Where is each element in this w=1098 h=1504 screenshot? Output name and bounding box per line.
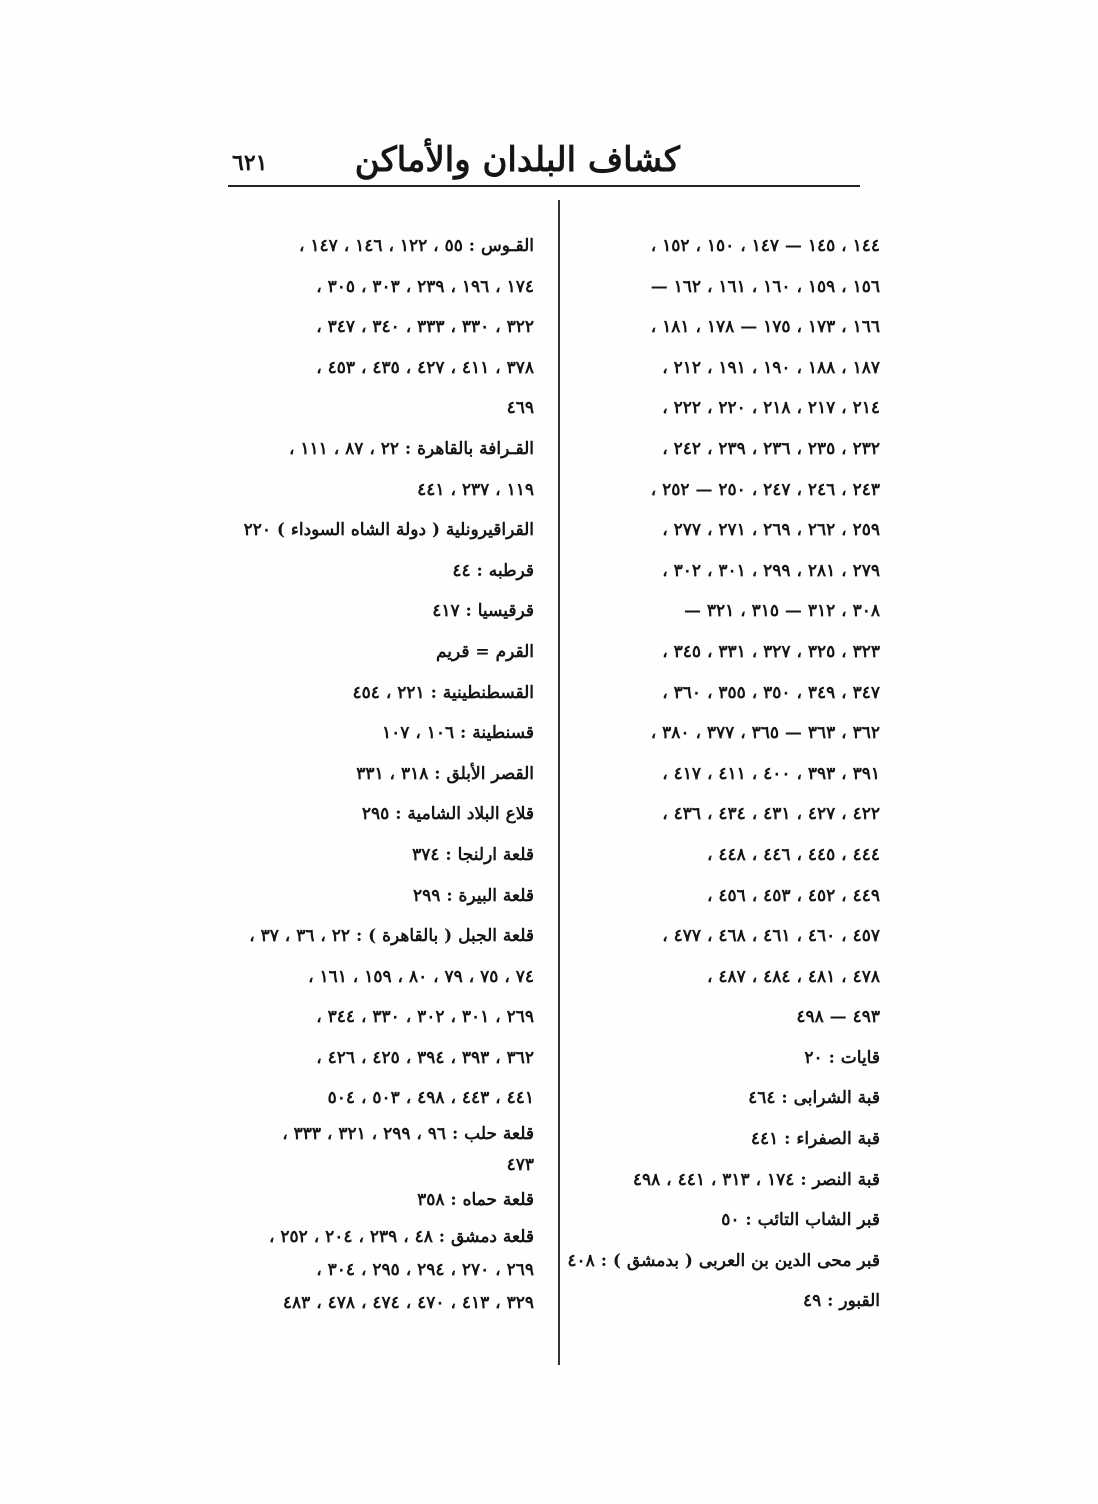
- index-line: ٤٩٣ — ٤٩٨: [796, 1007, 880, 1028]
- index-line: ٤٢٢ ، ٤٢٧ ، ٤٣١ ، ٤٣٤ ، ٤٣٦ ،: [662, 804, 880, 825]
- index-line: ٣٠٨ ، ٣١٢ — ٣١٥ ، ٣٢١ —: [683, 601, 880, 622]
- index-line: ٣٢٩ ، ٤١٣ ، ٤٧٠ ، ٤٧٤ ، ٤٧٨ ، ٤٨٣: [282, 1292, 534, 1313]
- index-entry: القرم = قريم: [435, 641, 534, 662]
- index-entry: قبر الشاب التائب : ٥٠: [721, 1210, 880, 1231]
- right-column: [567, 226, 880, 1322]
- index-entry: القـوس : ٥٥ ، ١٢٢ ، ١٤٦ ، ١٤٧ ،: [298, 236, 534, 256]
- index-line: ١٨٧ ، ١٨٨ ، ١٩٠ ، ١٩١ ، ٢١٢ ،: [662, 357, 880, 378]
- index-line: ٤٥٧ ، ٤٦٠ ، ٤٦١ ، ٤٦٨ ، ٤٧٧ ،: [662, 926, 880, 947]
- index-entry: القسطنطينية : ٢٢١ ، ٤٥٤: [352, 682, 534, 703]
- index-entry: قرقيسيا : ٤١٧: [432, 601, 534, 622]
- index-line: ٤٤٩ ، ٤٥٢ ، ٤٥٣ ، ٤٥٦ ،: [706, 885, 880, 906]
- index-line: ٧٤ ، ٧٥ ، ٧٩ ، ٨٠ ، ١٥٩ ، ١٦١ ،: [308, 966, 534, 987]
- index-line: ٤٦٩: [506, 398, 534, 419]
- index-line: ١١٩ ، ٢٣٧ ، ٤٤١: [417, 479, 534, 500]
- index-line: ٢٣٢ ، ٢٣٥ ، ٢٣٦ ، ٢٣٩ ، ٢٤٢ ،: [662, 438, 880, 459]
- index-line: ٣٦٢ ، ٣٩٣ ، ٣٩٤ ، ٤٢٥ ، ٤٢٦ ،: [316, 1047, 534, 1068]
- left-column: [232, 226, 534, 1320]
- index-line: ٣٦٢ ، ٣٦٣ — ٣٦٥ ، ٣٧٧ ، ٣٨٠ ،: [650, 723, 880, 744]
- index-line: ٤٧٣: [506, 1154, 534, 1175]
- page-header: [228, 138, 860, 188]
- index-line: ٤٧٨ ، ٤٨١ ، ٤٨٤ ، ٤٨٧ ،: [706, 966, 880, 987]
- index-line: ٣٢٢ ، ٣٣٠ ، ٣٣٣ ، ٣٤٠ ، ٣٤٧ ،: [316, 317, 534, 338]
- index-line: ١٦٦ ، ١٧٣ ، ١٧٥ — ١٧٨ ، ١٨١ ،: [650, 317, 880, 338]
- index-entry: قلعة الجبل ( بالقاهرة ) : ٢٢ ، ٣٦ ، ٣٧ ،: [249, 926, 534, 947]
- index-entry: قبر محى الدين بن العربى ( بدمشق ) : ٤٠٨: [567, 1250, 880, 1271]
- index-line: ٢١٤ ، ٢١٧ ، ٢١٨ ، ٢٢٠ ، ٢٢٢ ،: [662, 398, 880, 419]
- index-entry: قلعة دمشق : ٤٨ ، ٢٣٩ ، ٢٠٤ ، ٢٥٢ ،: [269, 1226, 534, 1247]
- index-entry: قلعة البيرة : ٢٩٩: [413, 885, 534, 906]
- index-line: ٤٤٤ ، ٤٤٥ ، ٤٤٦ ، ٤٤٨ ،: [706, 844, 880, 865]
- column-divider: [558, 200, 560, 1365]
- index-line: ٣٢٣ ، ٣٢٥ ، ٣٢٧ ، ٣٣١ ، ٣٤٥ ،: [662, 641, 880, 662]
- index-line: ٣٩١ ، ٣٩٣ ، ٤٠٠ ، ٤١١ ، ٤١٧ ،: [662, 763, 880, 784]
- index-entry: قبة الصفراء : ٤٤١: [750, 1129, 880, 1150]
- index-line: ٢٥٩ ، ٢٦٢ ، ٢٦٩ ، ٢٧١ ، ٢٧٧ ،: [662, 520, 880, 541]
- index-entry: قلعة ارلنجا : ٣٧٤: [412, 844, 534, 865]
- index-entry: القـرافة بالقاهرة : ٢٢ ، ٨٧ ، ١١١ ،: [289, 438, 534, 459]
- index-entry: قلعة حماه : ٣٥٨: [417, 1190, 534, 1211]
- header-rule: [228, 185, 860, 187]
- index-entry: قرطبه : ٤٤: [452, 560, 534, 581]
- index-line: ٣٤٧ ، ٣٤٩ ، ٣٥٠ ، ٣٥٥ ، ٣٦٠ ،: [662, 682, 880, 703]
- index-line: ٢٤٣ ، ٢٤٦ ، ٢٤٧ ، ٢٥٠ — ٢٥٢ ،: [650, 479, 880, 500]
- index-entry: قلعة حلب : ٩٦ ، ٢٩٩ ، ٣٢١ ، ٣٣٣ ،: [282, 1124, 534, 1145]
- page-number: ٦٢١: [232, 150, 268, 176]
- index-line: ٢٦٩ ، ٣٠١ ، ٣٠٢ ، ٣٣٠ ، ٣٤٤ ،: [316, 1007, 534, 1028]
- index-line: ١٥٦ ، ١٥٩ ، ١٦٠ ، ١٦١ ، ١٦٢ —: [650, 276, 880, 297]
- index-entry: القبور : ٤٩: [802, 1291, 880, 1312]
- page-title: كشاف البلدان والأماكن: [354, 140, 680, 180]
- index-entry: قبة النصر : ١٧٤ ، ٣١٣ ، ٤٤١ ، ٤٩٨: [632, 1169, 880, 1190]
- index-entry: القراقيرونلية ( دولة الشاه السوداء ) ٢٢٠: [243, 520, 534, 541]
- index-entry: قبة الشرابى : ٤٦٤: [748, 1088, 880, 1109]
- index-entry: قلاع البلاد الشامية : ٢٩٥: [361, 804, 534, 825]
- index-line: ١٤٤ ، ١٤٥ — ١٤٧ ، ١٥٠ ، ١٥٢ ،: [650, 236, 880, 256]
- index-line: ٢٦٩ ، ٢٧٠ ، ٢٩٤ ، ٢٩٥ ، ٣٠٤ ،: [316, 1259, 534, 1280]
- index-entry: القصر الأبلق : ٣١٨ ، ٣٣١: [356, 763, 534, 784]
- index-line: ٢٧٩ ، ٢٨١ ، ٢٩٩ ، ٣٠١ ، ٣٠٢ ،: [662, 560, 880, 581]
- index-entry: قايات : ٢٠: [804, 1047, 880, 1068]
- index-line: ١٧٤ ، ١٩٦ ، ٢٣٩ ، ٣٠٣ ، ٣٠٥ ،: [316, 276, 534, 297]
- index-line: ٤٤١ ، ٤٤٣ ، ٤٩٨ ، ٥٠٣ ، ٥٠٤: [327, 1088, 534, 1109]
- index-line: ٣٧٨ ، ٤١١ ، ٤٢٧ ، ٤٣٥ ، ٤٥٣ ،: [316, 357, 534, 378]
- index-entry: قسنطينة : ١٠٦ ، ١٠٧: [382, 723, 534, 744]
